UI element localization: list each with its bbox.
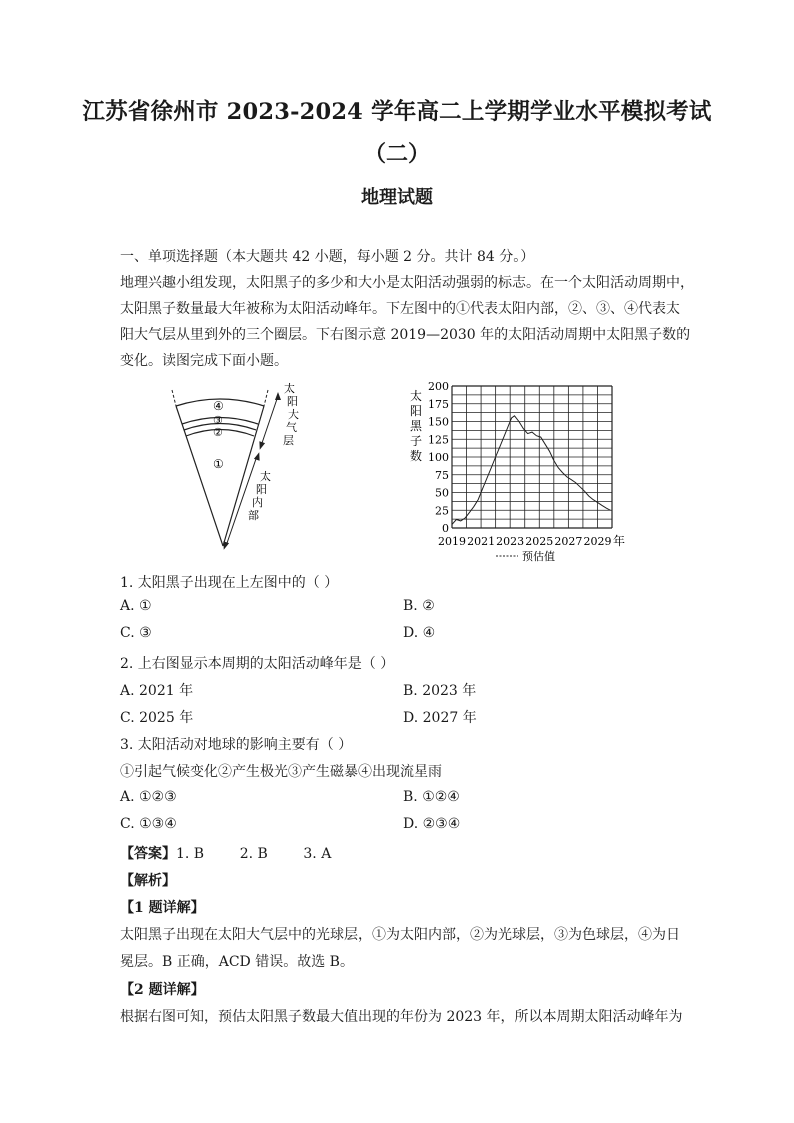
legend-label: 预估值 xyxy=(522,550,555,563)
y-tick-label: 50 xyxy=(435,486,449,500)
interior-label-char: 部 xyxy=(248,509,259,522)
layer-label-3: ③ xyxy=(213,414,223,427)
intro-line-4: 变化。读图完成下面小题。 xyxy=(120,353,288,369)
atmosphere-label-char: 大 xyxy=(288,408,299,421)
x-axis-unit: 年 xyxy=(613,534,626,548)
y-tick-label: 175 xyxy=(428,397,449,411)
series-line xyxy=(452,416,611,525)
q1-option-d[interactable]: D. ④ xyxy=(403,625,436,641)
intro-line-3: 阳大气层从里到外的三个圈层。下右图示意 2019—2030 年的太阳活动周期中太阳黑子数的 xyxy=(120,327,691,343)
q2-option-a[interactable]: A. 2021 年 xyxy=(120,683,194,699)
layer-label-4: ④ xyxy=(213,399,224,413)
atmosphere-label-char: 阳 xyxy=(287,395,298,408)
q2-option-c[interactable]: C. 2025 年 xyxy=(120,710,194,726)
question-3-stem: 3. 太阳活动对地球的影响主要有（ ） xyxy=(120,737,353,753)
q2-detail-text: 根据右图可知，预估太阳黑子数最大值出现的年份为 2023 年，所以本周期太阳活动峰年为 xyxy=(120,1009,683,1025)
subject-title: 地理试题 xyxy=(361,187,433,208)
atmosphere-label-char: 太 xyxy=(284,382,295,395)
intro-line-1: 地理兴趣小组发现，太阳黑子的多少和大小是太阳活动强弱的标志。在一个太阳活动周期中， xyxy=(120,275,694,291)
q1-option-c[interactable]: C. ③ xyxy=(120,625,152,641)
q3-option-b[interactable]: B. ①②④ xyxy=(403,789,460,805)
atmosphere-label-char: 气 xyxy=(286,421,297,434)
atmosphere-label-char: 层 xyxy=(283,434,294,447)
q2-detail-label: 【2 题详解】 xyxy=(120,982,205,998)
y-tick-label: 200 xyxy=(428,380,449,393)
interior-label-char: 内 xyxy=(252,496,263,509)
x-tick-label: 2021 xyxy=(467,535,496,548)
y-tick-label: 25 xyxy=(435,504,449,518)
section-heading: 一、单项选择题（本大题共 42 小题，每小题 2 分。共计 84 分。） xyxy=(120,249,535,265)
q1-option-b[interactable]: B. ② xyxy=(403,598,435,614)
q3-option-c[interactable]: C. ①③④ xyxy=(120,816,177,832)
analysis-label: 【解析】 xyxy=(120,873,176,889)
y-tick-label: 125 xyxy=(428,433,449,447)
y-label-char: 阳 xyxy=(410,404,423,418)
document-title: 江苏省徐州市 2023-2024 学年高二上学期学业水平模拟考试 xyxy=(82,99,712,125)
q2-option-d[interactable]: D. 2027 年 xyxy=(403,710,477,726)
y-tick-label: 75 xyxy=(435,468,449,482)
y-label-char: 太 xyxy=(410,389,423,403)
layer-label-2: ② xyxy=(213,426,223,439)
x-tick-label: 2023 xyxy=(496,535,525,548)
y-tick-label: 0 xyxy=(442,522,449,535)
q1-detail-text-2: 冕层。B 正确，ACD 错误。故选 B。 xyxy=(120,954,354,970)
x-tick-label: 2029 xyxy=(583,535,612,548)
document-subtitle: （二） xyxy=(363,141,430,167)
sun-structure-diagram xyxy=(160,378,310,553)
interior-label-char: 太 xyxy=(260,470,271,483)
y-label-char: 子 xyxy=(410,434,423,448)
x-tick-label: 2019 xyxy=(438,535,466,548)
y-tick-label: 150 xyxy=(428,415,449,429)
answer-label: 【答案】 xyxy=(120,846,176,862)
y-label-char: 黑 xyxy=(410,419,423,433)
q3-option-d[interactable]: D. ②③④ xyxy=(403,816,461,832)
layer-label-1: ① xyxy=(213,457,224,471)
q1-option-a[interactable]: A. ① xyxy=(120,598,152,614)
question-1-stem: 1. 太阳黑子出现在上左图中的（ ） xyxy=(120,575,339,591)
intro-line-2: 太阳黑子数量最大年被称为太阳活动峰年。下左图中的①代表太阳内部，②、③、④代表太 xyxy=(120,301,680,317)
x-tick-label: 2025 xyxy=(525,535,554,548)
y-label-char: 数 xyxy=(410,449,423,463)
q1-detail-label: 【1 题详解】 xyxy=(120,900,205,916)
answer-line xyxy=(120,843,331,863)
chart-ylabel xyxy=(410,388,423,463)
answer-text: 1. B 2. B 3. A xyxy=(176,846,332,862)
y-tick-label: 100 xyxy=(428,451,449,464)
x-tick-label: 2027 xyxy=(554,535,583,548)
interior-label-char: 阳 xyxy=(256,483,267,496)
sunspot-chart xyxy=(400,378,640,568)
q1-detail-text: 太阳黑子出现在太阳大气层中的光球层，①为太阳内部，②为光球层，③为色球层，④为日 xyxy=(120,927,680,943)
q2-option-b[interactable]: B. 2023 年 xyxy=(403,683,477,699)
question-2-stem: 2. 上右图显示本周期的太阳活动峰年是（ ） xyxy=(120,656,395,672)
q3-option-a[interactable]: A. ①②③ xyxy=(120,789,177,805)
question-3-statement: ①引起气候变化②产生极光③产生磁暴④出现流星雨 xyxy=(120,764,442,780)
